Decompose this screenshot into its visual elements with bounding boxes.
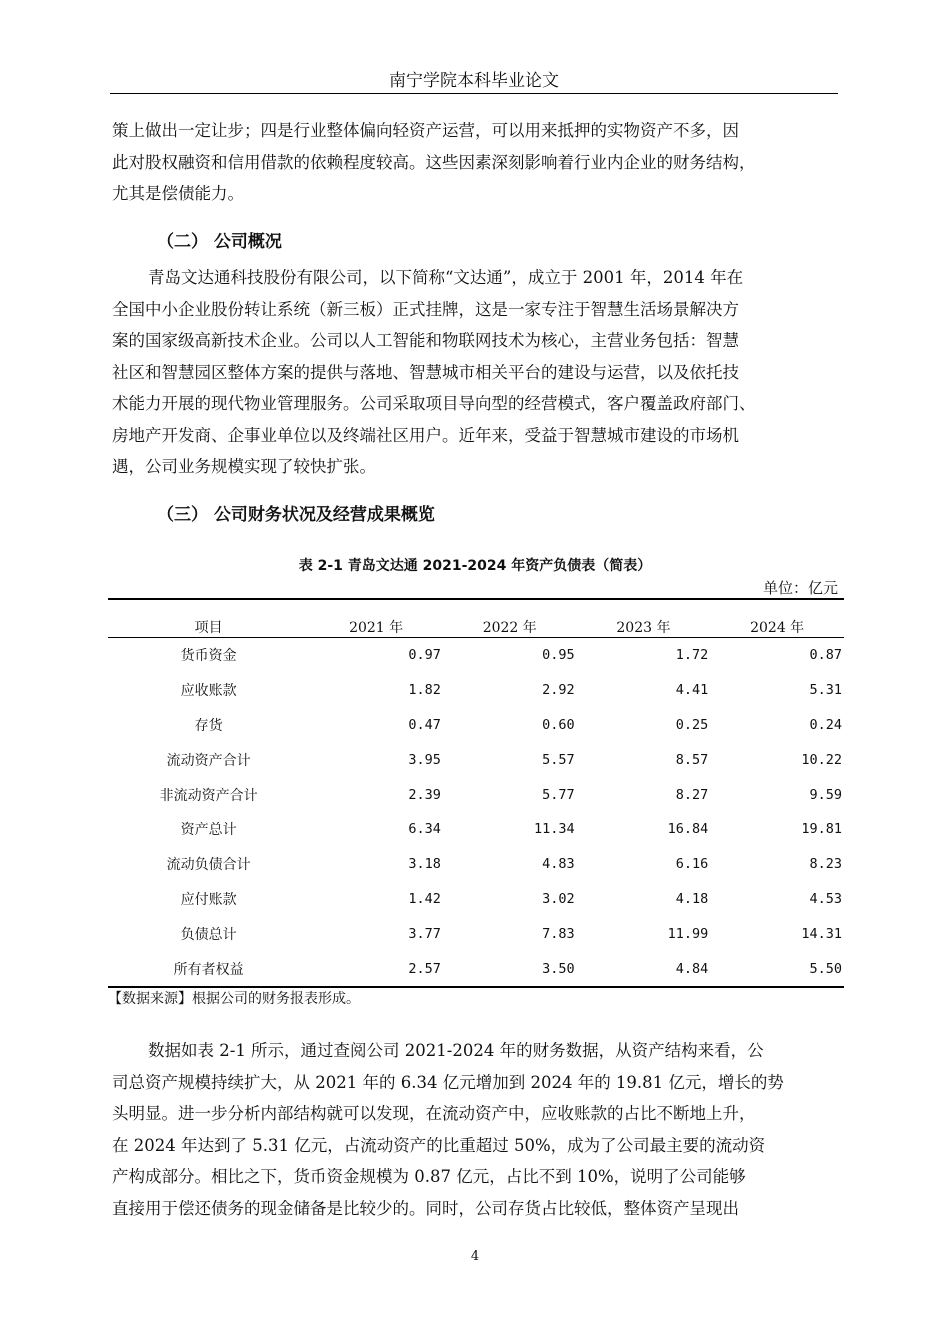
column-header-item: 项目 (194, 620, 223, 636)
paragraph-industry (112, 115, 840, 210)
table-header-row (108, 599, 844, 638)
cell-value: 10.22 (801, 751, 842, 768)
text-line: 司总资产规模持续扩大，从 2021 年的 6.34 亿元增加到 2024 年的 19.81 亿元，增长的势 (112, 1072, 784, 1092)
table-row (108, 847, 844, 882)
cell-value: 2.57 (408, 960, 441, 977)
column-header-year: 2021 年 (349, 620, 404, 636)
cell-value: 0.47 (408, 716, 441, 733)
cell-value: 3.77 (408, 925, 441, 942)
cell-value: 8.23 (809, 856, 842, 873)
text-line: 遇，公司业务规模实现了较快扩张。 (112, 457, 376, 476)
cell-value: 2.39 (408, 786, 441, 803)
cell-value: 5.50 (809, 960, 842, 977)
column-header-year: 2024 年 (750, 620, 805, 636)
cell-value: 11.99 (667, 925, 709, 942)
cell-value: 6.34 (408, 821, 441, 838)
row-label: 流动负债合计 (166, 857, 251, 874)
table-row (108, 812, 844, 847)
section-heading-financial-overview: （三） 公司财务状况及经营成果概览 (157, 505, 435, 525)
text-line: 案的国家级高新技术企业。公司以人工智能和物联网技术为核心，主营业务包括：智慧 (112, 331, 739, 350)
table-row (108, 916, 844, 951)
table-caption: 表 2-1 青岛文达通 2021-2024 年资产负债表（简表） (298, 558, 652, 574)
row-label: 负债总计 (180, 926, 237, 943)
cell-value: 19.81 (801, 821, 842, 838)
text-line: 全国中小企业股份转让系统（新三板）正式挂牌，这是一家专注于智慧生活场景解决方 (112, 299, 739, 319)
column-header-year: 2023 年 (616, 620, 671, 636)
table-row (108, 951, 844, 987)
text-line: 直接用于偿还债务的现金储备是比较少的。同时，公司存货占比较低，整体资产呈现出 (112, 1198, 739, 1218)
text-line: 此对股权融资和信用借款的依赖程度较高。这些因素深刻影响着行业内企业的财务结构， (112, 152, 756, 172)
header-title: 南宁学院本科毕业论文 (389, 71, 559, 91)
row-label: 非流动资产合计 (159, 787, 258, 804)
cell-value: 4.18 (675, 890, 709, 907)
table-row (108, 777, 844, 812)
cell-value: 8.27 (675, 786, 709, 803)
header-divider (110, 93, 838, 94)
text-line: 术能力开展的现代物业管理服务。公司采取项目导向型的经营模式，客户覆盖政府部门、 (112, 394, 756, 413)
table-row (108, 638, 844, 673)
text-line: 产构成部分。相比之下，货币资金规模为 0.87 亿元，占比不到 10%，说明了公司能够 (112, 1167, 746, 1186)
cell-value: 0.60 (542, 716, 575, 733)
row-label: 存货 (194, 717, 223, 734)
column-header-year: 2022 年 (482, 620, 537, 636)
cell-value: 1.72 (675, 647, 709, 664)
row-label: 货币资金 (180, 648, 237, 665)
cell-value: 7.83 (542, 925, 575, 942)
cell-value: 11.34 (533, 821, 575, 838)
table-row (108, 708, 844, 743)
cell-value: 3.95 (408, 751, 441, 768)
cell-value: 3.18 (408, 856, 441, 873)
cell-value: 5.31 (809, 682, 842, 699)
section-heading-company-overview: （二） 公司概况 (157, 232, 282, 252)
text-line: 在 2024 年达到了 5.31 亿元，占流动资产的比重超过 50%，成为了公司最主要的流动资 (112, 1135, 766, 1155)
text-line: 房地产开发商、企事业单位以及终端社区用户。近年来，受益于智慧城市建设的市场机 (112, 425, 739, 445)
row-label: 流动资产合计 (166, 752, 251, 769)
row-label: 应付账款 (180, 891, 237, 908)
cell-value: 4.41 (675, 682, 709, 699)
row-label: 所有者权益 (173, 961, 244, 978)
text-line: 青岛文达通科技股份有限公司，以下简称“文达通”，成立于 2001 年，2014 年在 (148, 268, 744, 287)
cell-value: 0.95 (542, 647, 575, 664)
cell-value: 9.59 (809, 786, 842, 803)
balance-sheet-table (108, 598, 844, 988)
cell-value: 5.77 (542, 786, 575, 803)
cell-value: 0.87 (809, 647, 842, 664)
paragraph-analysis (112, 1035, 840, 1224)
text-line: 头明显。进一步分析内部结构就可以发现，在流动资产中，应收账款的占比不断地上升， (112, 1104, 756, 1123)
cell-value: 8.57 (675, 751, 709, 768)
table-row (108, 742, 844, 777)
cell-value: 0.24 (809, 716, 842, 733)
cell-value: 4.83 (542, 856, 575, 873)
text-line: 策上做出一定让步；四是行业整体偏向轻资产运营，可以用来抵押的实物资产不多，因 (112, 121, 739, 140)
cell-value: 3.50 (542, 960, 575, 977)
row-label: 应收账款 (180, 683, 237, 700)
cell-value: 1.82 (408, 682, 441, 699)
cell-value: 0.97 (408, 647, 441, 664)
table-unit: 单位：亿元 (762, 579, 838, 597)
row-label: 资产总计 (180, 822, 237, 839)
cell-value: 5.57 (542, 751, 575, 768)
table-source-note: 【数据来源】根据公司的财务报表形成。 (108, 991, 360, 1007)
table-row (108, 882, 844, 917)
cell-value: 4.53 (809, 890, 842, 907)
cell-value: 6.16 (675, 856, 709, 873)
cell-value: 2.92 (542, 682, 575, 699)
cell-value: 3.02 (542, 890, 575, 907)
cell-value: 0.25 (675, 716, 709, 733)
cell-value: 16.84 (667, 821, 709, 838)
text-line: 尤其是偿债能力。 (112, 184, 244, 203)
cell-value: 14.31 (801, 925, 842, 942)
text-line: 社区和智慧园区整体方案的提供与落地、智慧城市相关平台的建设与运营，以及依托技 (112, 362, 739, 382)
page-number: 4 (470, 1249, 480, 1264)
table-row (108, 673, 844, 708)
text-line: 数据如表 2-1 所示，通过查阅公司 2021-2024 年的财务数据，从资产结构来看，公 (148, 1041, 764, 1060)
paragraph-company-overview (112, 262, 840, 483)
cell-value: 4.84 (675, 960, 709, 977)
cell-value: 1.42 (408, 890, 441, 907)
